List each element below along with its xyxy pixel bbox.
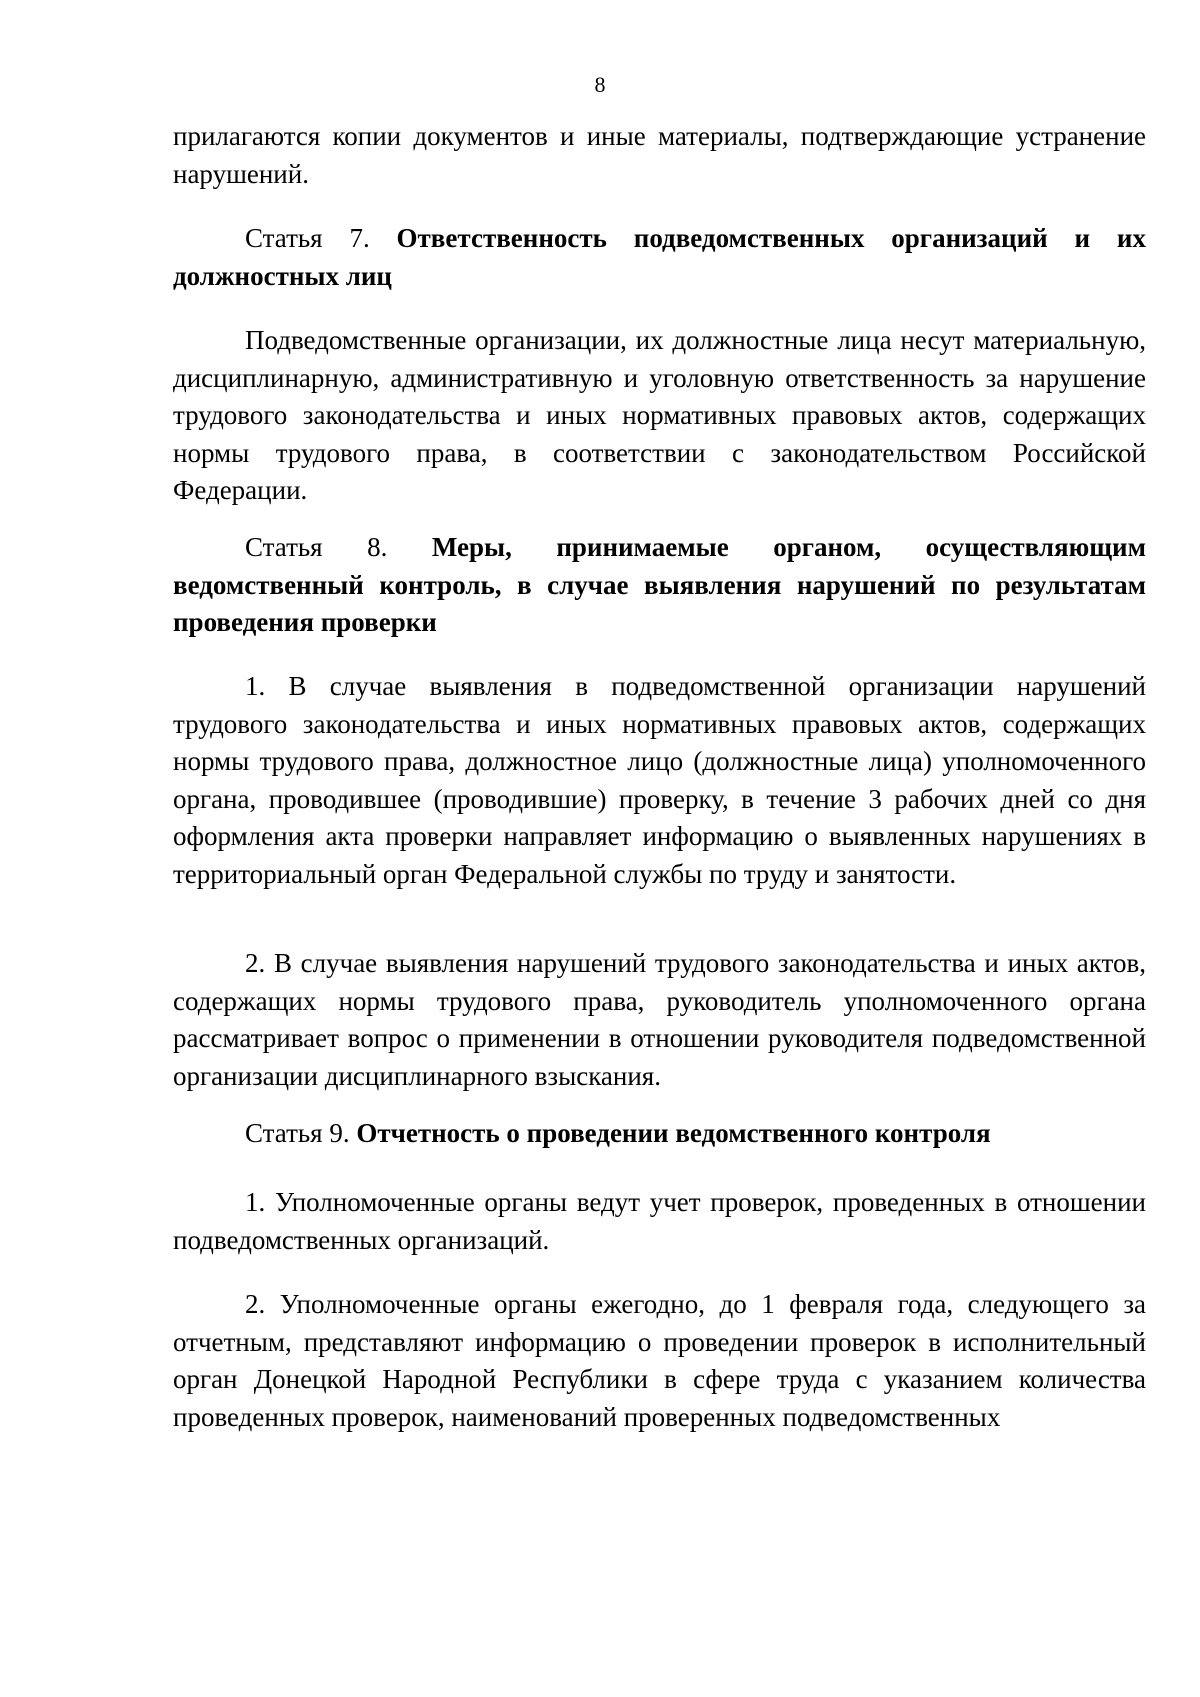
article-7-paragraph [173, 322, 1146, 510]
article-8-item-1 [173, 668, 1146, 894]
article-8-heading [173, 529, 1146, 642]
article-9-heading [173, 1115, 1146, 1153]
article-9-item-2 [173, 1286, 1146, 1436]
article-8-item-2 [173, 945, 1146, 1095]
article-9-item-1-text: 1. Уполномоченные органы ведут учет проверок, проведенных в отношении подведомственных организаций. [173, 1187, 1146, 1255]
article-9-item-2-text: 2. Уполномоченные органы ежегодно, до 1 февраля года, следующего за отчетным, представляют информацию о проведении проверок в исполнительный орган Донецкой Народной Республики в сфере труда с указанием количества проведенных проверок, наименований проверенных подведомственных [173, 1289, 1146, 1432]
article-7-label: Статья 7. [245, 223, 370, 253]
article-9-title: Отчетность о проведении ведомственного контроля [356, 1118, 991, 1148]
article-7-title: Ответственность подведомственных организаций и их должностных лиц [173, 223, 1146, 291]
article-7-heading [173, 220, 1146, 295]
continuation-text: прилагаются копии документов и иные материалы, подтверждающие устранение нарушений. [173, 121, 1146, 189]
continuation-paragraph [173, 118, 1146, 193]
article-8-label: Статья 8. [245, 532, 388, 562]
page-number: 8 [594, 72, 606, 97]
article-8-title: Меры, принимаемые органом, осуществляющим ведомственный контроль, в случае выявления нарушений по результатам проведения проверки [173, 532, 1146, 638]
article-7-text: Подведомственные организации, их должностные лица несут материальную, дисциплинарную, административную и уголовную ответственность за нарушение трудового законодательства и иных нормативных правовых актов, содержащих нормы трудового права, в соответствии с законодательством Российской Федерации. [173, 325, 1146, 506]
article-8-item-2-text: 2. В случае выявления нарушений трудового законодательства и иных актов, содержащих нормы трудового права, руководитель уполномоченного органа рассматривает вопрос о применении в отношении руководителя подведомственной организации дисциплинарного взыскания. [173, 948, 1146, 1091]
article-9-item-1 [173, 1184, 1146, 1259]
article-9-label: Статья 9. [245, 1118, 350, 1148]
article-8-item-1-text: 1. В случае выявления в подведомственной организации нарушений трудового законодательства и иных нормативных правовых актов, содержащих нормы трудового права, должностное лицо (должностные лица) уполномоченного органа, проводившее (проводившие) проверку, в течение 3 рабочих дней со дня оформления акта проверки направляет информацию о выявленных нарушениях в территориальный орган Федеральной службы по труду и занятости. [173, 671, 1146, 889]
